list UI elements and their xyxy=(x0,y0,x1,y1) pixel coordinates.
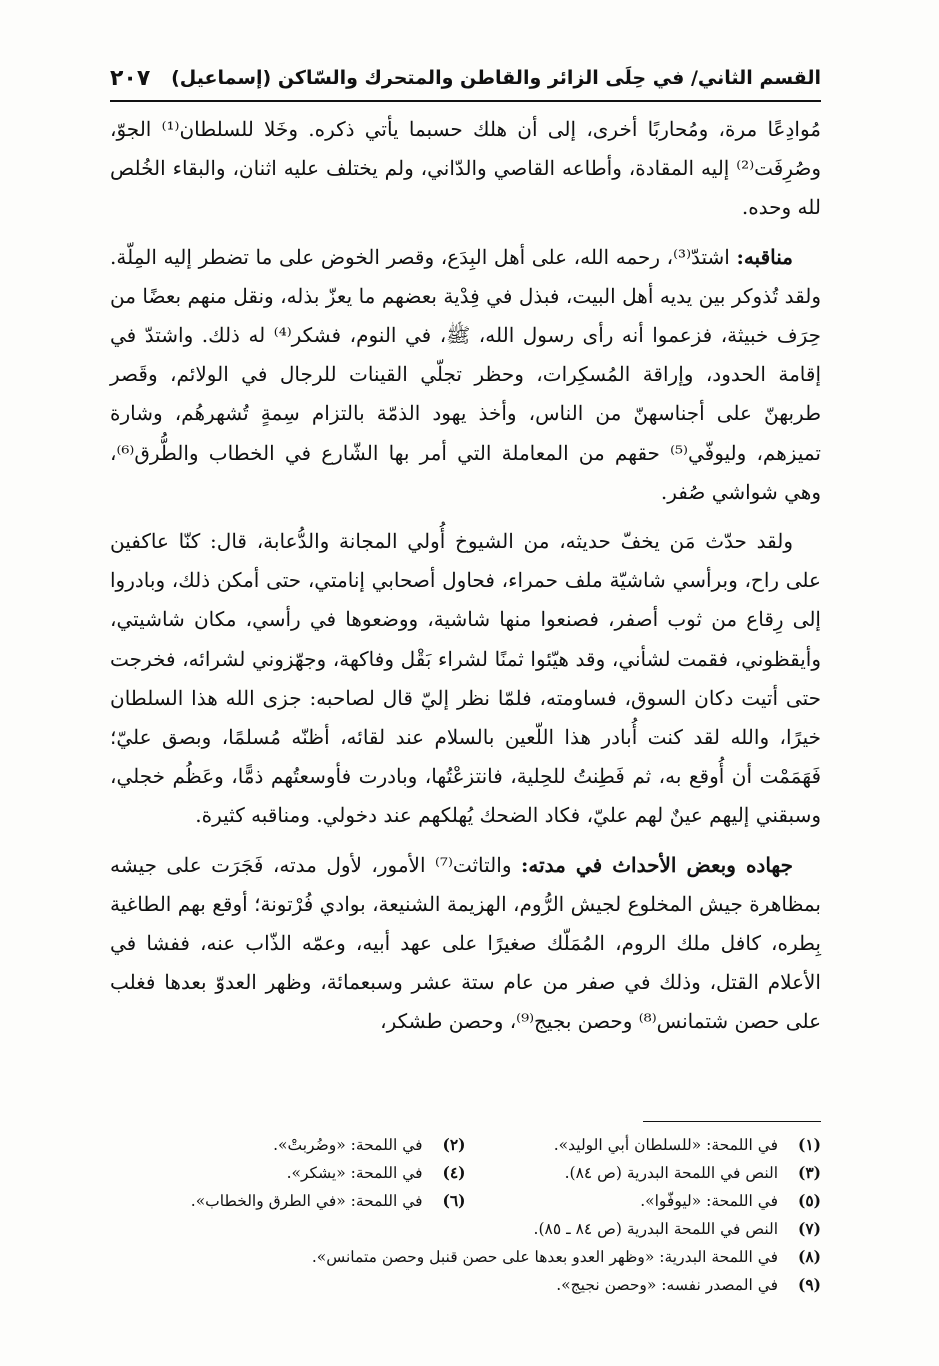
paragraph-text: مُوادِعًا مرة، ومُحاربًا أخرى، إلى أن هلك حسبما يأتي ذكره. وخَلا للسلطان⁽¹⁾ الجوّ، وصُرِفَت⁽²⁾ إليه المقادة، وأطاعه القاصي والدّاني، ولم يختلف عليه اثنان، والبقاء الخُلص لله وحده. xyxy=(110,117,821,220)
footnote-number: (٦) xyxy=(442,1191,466,1210)
footnote-number: (٢) xyxy=(442,1135,466,1154)
main-text xyxy=(110,110,821,1052)
footnote-text: في اللمحة: «للسلطان أبي الوليد». xyxy=(553,1136,779,1154)
section-lead: جهاده وبعض الأحداث في مدته: xyxy=(520,852,794,877)
footnote-number: (٧) xyxy=(797,1219,821,1238)
footnote xyxy=(110,1131,466,1159)
footnotes xyxy=(110,1131,821,1299)
footnote-row xyxy=(110,1131,821,1159)
footnote-row xyxy=(110,1187,821,1215)
footnote xyxy=(466,1159,822,1187)
paragraph xyxy=(110,846,821,1042)
footnote xyxy=(110,1187,466,1215)
footnote-text: النص في اللمحة البدرية (ص ٨٤). xyxy=(564,1164,779,1182)
chapter-title: القسم الثاني/ في حِلَى الزائر والقاطن والمتحرك والسّاكن (إسماعيل) xyxy=(171,67,821,89)
footnote-number: (٥) xyxy=(797,1191,821,1210)
paragraph-text: ولقد حدّث مَن يخفّ حديثه، من الشيوخ أُولي المجانة والدُّعابة، قال: كنّا عاكفين على راح، وبرأسي شاشيّة ملف حمراء، فحاول أصحابي إنامتي، حتى أمكن ذلك، وبادروا إلى رِقاع من ثوب أصفر، فصنعوا منها شاشية، ووضعوها في رأسي، مكان شاشيتي، وأيقظوني، فقمت لشأني، وقد هيّئوا ثمنًا لشراء بَقْل وفاكهة، وجهّزوني لشرائه، فخرجت حتى أتيت دكان السوق، فساومته، فلمّا نظر إليّ قال لصاحبه: جزى الله هذا السلطان خيرًا، والله لقد كنت أُبادر هذا اللّعين بالسلام عند لقائه، أظنّه مُسلمًا، وبصق عليّ؛ فَهَمَمْت أن أُوقع به، ثم فَطِنتُ للحِلية، فانتزعْتُها، وبادرت فأوسعتُهم ذمًّا، وعَظُم خجلي، وسبقني إليهم عينٌ لهم عليّ، فكاد الضحك يُهلكهم عند دخولي. ومناقبه كثيرة. xyxy=(110,529,821,828)
footnote-text: في اللمحة: «يشكر». xyxy=(286,1164,423,1182)
paragraph xyxy=(110,238,821,512)
running-header xyxy=(110,56,821,102)
footnote-text: في اللمحة: «ليوفّوا». xyxy=(640,1192,779,1210)
footnote xyxy=(466,1131,822,1159)
footnote-number: (٤) xyxy=(442,1163,466,1182)
footnote xyxy=(110,1243,821,1271)
footnote xyxy=(110,1215,821,1243)
footnote xyxy=(110,1159,466,1187)
footnote-text: في اللمحة: «في الطرق والخطاب». xyxy=(190,1192,423,1210)
page-number: ٢٠٧ xyxy=(110,65,151,91)
footnote-number: (٨) xyxy=(797,1247,821,1266)
footnote-text: في اللمحة البدرية: «وظهر العدو بعدها على حصن قنبل وحصن متمانس». xyxy=(311,1248,779,1266)
footnote-separator xyxy=(643,1121,821,1122)
footnote-text: في اللمحة: «وضُربتْ». xyxy=(273,1136,423,1154)
footnote-text: في المصدر نفسه: «وحصن نجيج». xyxy=(556,1276,779,1294)
paragraph-text: اشتدّ⁽³⁾، رحمه الله، على أهل البِدَع، وقصر الخوض على ما تضطر إليه المِلّة. ولقد تُذوكر بين يديه أهل البيت، فبذل في فِدْية بعضهم ما يعزّ بذله، ونقل منهم بعضًا من حِرَف خبيثة، فزعموا أنه رأى رسول الله، ﷺ، في النوم، فشكر⁽⁴⁾ له ذلك. واشتدّ في إقامة الحدود، وإراقة المُسكِرات، وحظر تجلّي القينات للرجال في الولائم، وقَصر طربهنّ على أجناسهنّ من الناس، وأخذ يهود الذمّة بالتزام سِمةٍ تُشهرهُم، وشارة تميزهم، وليوفّي⁽⁵⁾ حقهم من المعاملة التي أمر بها الشّارع في الخطاب والطُّرق⁽⁶⁾، وهي شواشي صُفر. xyxy=(110,244,822,504)
footnote-number: (٣) xyxy=(797,1163,821,1182)
footnote-number: (٩) xyxy=(797,1275,821,1294)
footnote-text: النص في اللمحة البدرية (ص ٨٤ ـ ٨٥). xyxy=(533,1220,779,1238)
paragraph xyxy=(110,110,821,228)
footnote-number: (١) xyxy=(797,1135,821,1154)
footnote xyxy=(110,1271,821,1299)
section-lead: مناقبه: xyxy=(736,244,793,269)
footnote-row xyxy=(110,1159,821,1187)
paragraph xyxy=(110,522,821,836)
paragraph-text: والتاثت⁽⁷⁾ الأمور، لأول مدته، فَجَرَت على جيشه بمظاهرة جيش المخلوع لجيش الرُّوم، الهزيمة الشنيعة، بوادي فُرْتونة؛ أوقع بهم الطاغية بِطره، كافل ملك الروم، المُمَلّك صغيرًا على عهد أبيه، وعمّه الذّاب عنه، ففشا في الأعلام القتل، وذلك في صفر من عام ستة عشر وسبعمائة، وظهر العدوّ بعدها فغلب على حصن شتمانس⁽⁸⁾ وحصن بجيج⁽⁹⁾، وحصن طشكر، xyxy=(110,852,821,1034)
footnote xyxy=(466,1187,822,1215)
